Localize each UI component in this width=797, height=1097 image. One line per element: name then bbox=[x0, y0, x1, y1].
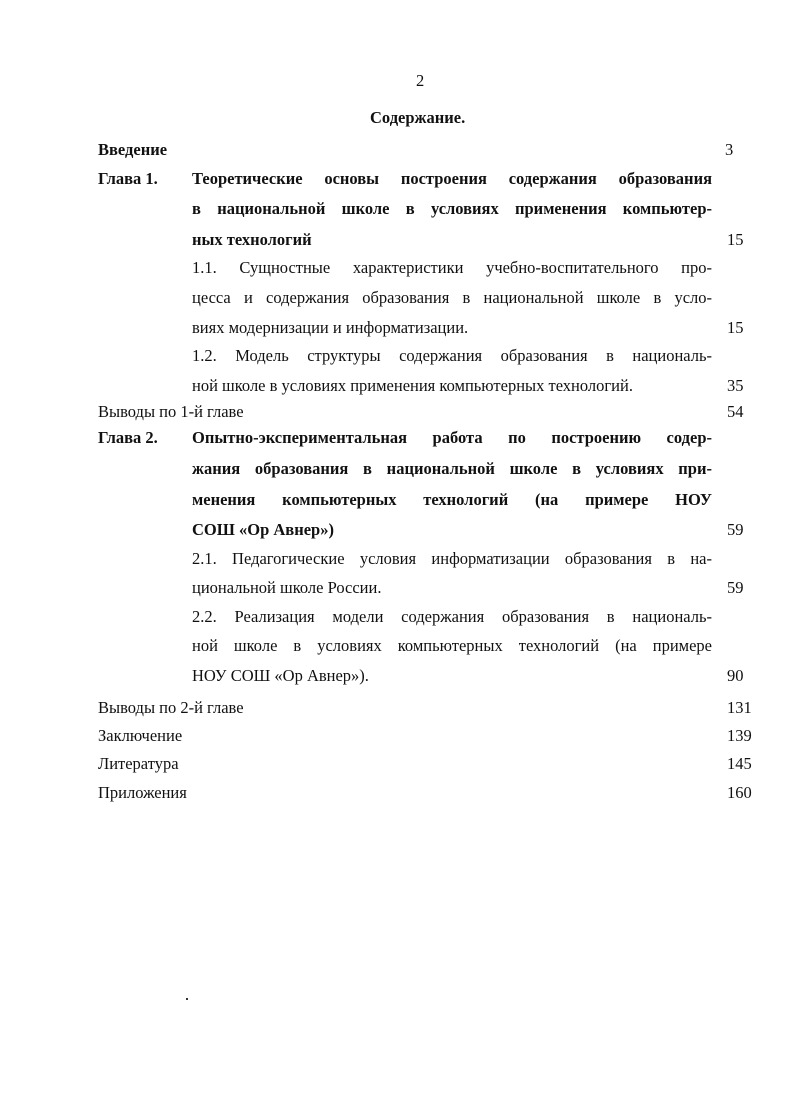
section-1-1-line: 1.1. Сущностные характеристики учебно-воспитательного про- bbox=[192, 258, 712, 277]
section-1-2-line: 1.2. Модель структуры содержания образования в националь- bbox=[192, 346, 712, 365]
chapter1-title-line: ных технологий bbox=[192, 230, 312, 249]
chapter2-title-line: менения компьютерных технологий (на примере НОУ bbox=[192, 490, 712, 509]
chapter1-page: 15 bbox=[727, 230, 744, 249]
section-2-2-line: ной школе в условиях компьютерных технологий (на примере bbox=[192, 636, 712, 655]
literature-label: Литература bbox=[98, 754, 179, 773]
appendices-label: Приложения bbox=[98, 783, 187, 802]
toc-title: Содержание. bbox=[370, 108, 466, 127]
chapter1-label: Глава 1. bbox=[98, 169, 158, 188]
scan-speck bbox=[186, 998, 188, 1000]
conclusion-page: 139 bbox=[727, 726, 752, 745]
section-1-2-page: 35 bbox=[727, 376, 744, 395]
chapter2-title-line: СОШ «Ор Авнер») bbox=[192, 520, 334, 539]
section-2-1-line: 2.1. Педагогические условия информатизации образования в на- bbox=[192, 549, 712, 568]
section-1-1-line: цесса и содержания образования в национальной школе в усло- bbox=[192, 288, 712, 307]
section-2-1-line: циональной школе России. bbox=[192, 578, 382, 597]
section-2-1-page: 59 bbox=[727, 578, 744, 597]
page-number: 2 bbox=[416, 71, 425, 90]
conclusions1-page: 54 bbox=[727, 402, 744, 421]
conclusion-label: Заключение bbox=[98, 726, 183, 745]
conclusions1-label: Выводы по 1-й главе bbox=[98, 402, 244, 421]
chapter2-page: 59 bbox=[727, 520, 744, 539]
literature-page: 145 bbox=[727, 754, 752, 773]
appendices-page: 160 bbox=[727, 783, 752, 802]
section-2-2-line: 2.2. Реализация модели содержания образования в националь- bbox=[192, 607, 712, 626]
section-1-1-page: 15 bbox=[727, 318, 744, 337]
chapter2-title-line: жания образования в национальной школе в условиях при- bbox=[192, 459, 712, 478]
chapter1-title-line: в национальной школе в условиях применения компьютер- bbox=[192, 199, 712, 218]
conclusions2-page: 131 bbox=[727, 698, 752, 717]
section-2-2-page: 90 bbox=[727, 666, 744, 685]
chapter1-title-line: Теоретические основы построения содержания образования bbox=[192, 169, 712, 188]
conclusions2-label: Выводы по 2-й главе bbox=[98, 698, 244, 717]
toc-intro-page: 3 bbox=[725, 140, 734, 159]
toc-intro-label: Введение bbox=[98, 140, 168, 159]
section-1-1-line: виях модернизации и информатизации. bbox=[192, 318, 469, 337]
chapter2-label: Глава 2. bbox=[98, 428, 158, 447]
section-1-2-line: ной школе в условиях применения компьютерных технологий. bbox=[192, 376, 633, 395]
chapter2-title-line: Опытно-экспериментальная работа по построению содер- bbox=[192, 428, 712, 447]
section-2-2-line: НОУ СОШ «Ор Авнер»). bbox=[192, 666, 369, 685]
